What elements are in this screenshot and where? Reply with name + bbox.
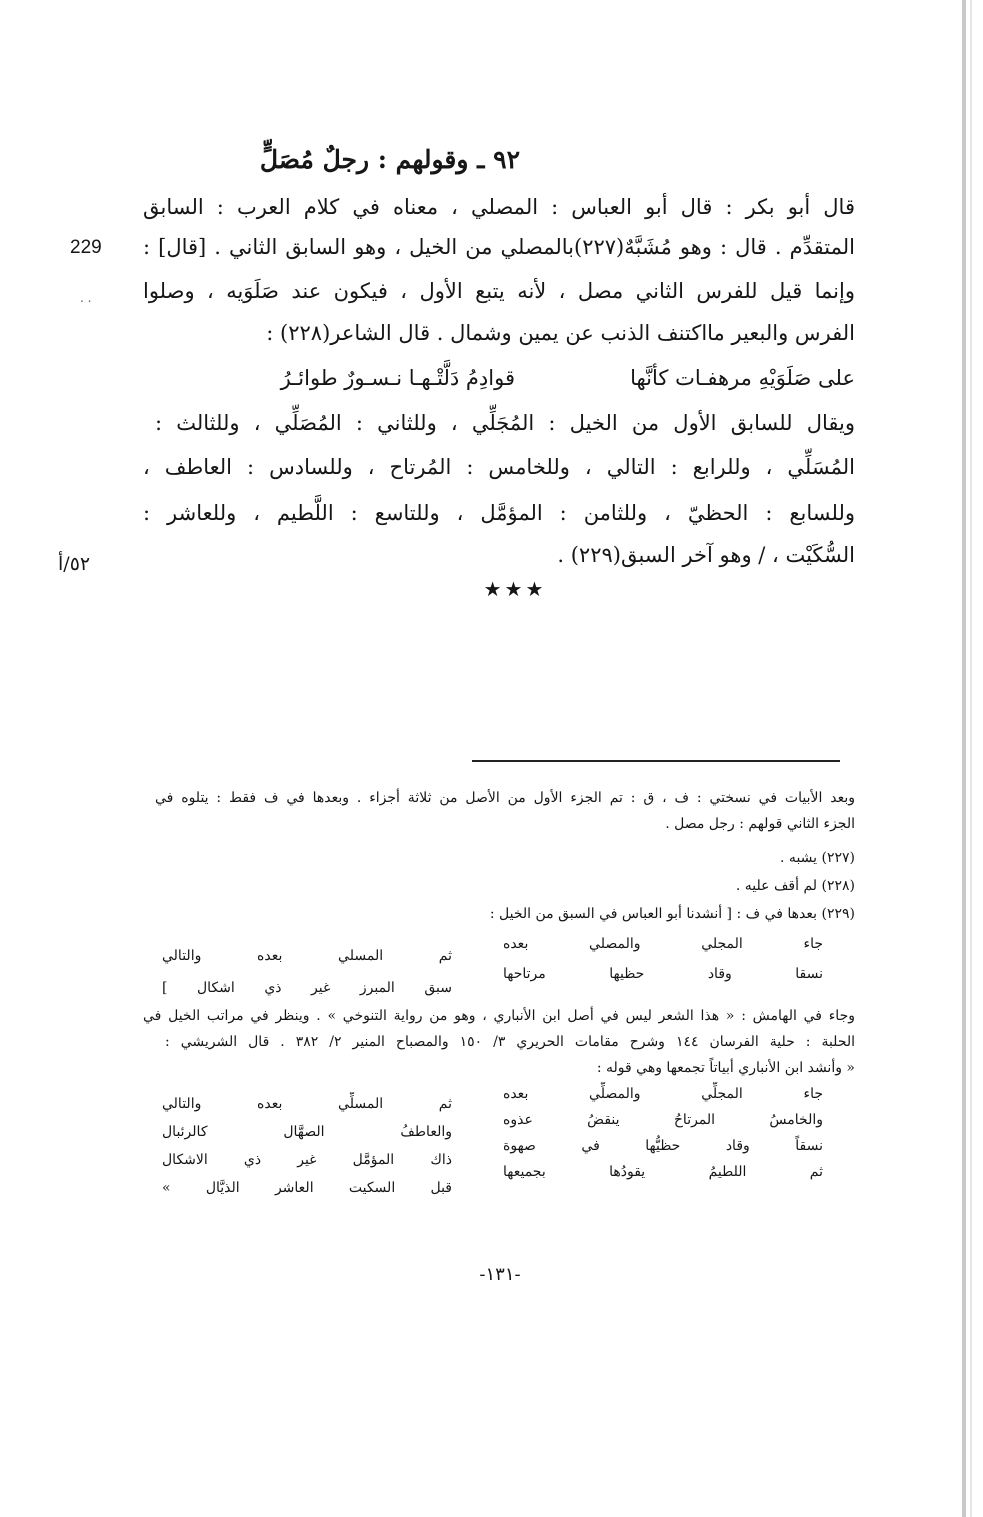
footnote-verse2-line4-right: ثم اللطيمُ يقودُها بجميعها [503,1164,823,1180]
footnote-verse2-line1-left: ثم المسلِّي بعده والتالي [162,1096,452,1112]
footnote-228: (٢٢٨) لم أقف عليه . [735,878,855,894]
footnote-verse2-line2-left: والعاطفُ الصهَّال كالرئبال [162,1124,452,1140]
body-line-3: وإنما قيل للفرس الثاني مصل ، لأنه يتبع الأول ، فيكون عند صَلَوَيه ، وصلوا [143,279,855,303]
verse-first-hemistich: على صَلَوَيْهِ مرهفـات كأنَّها [630,366,855,390]
section-title: ٩٢ ـ وقولهم : رجلٌ مُصَلٍّ [259,145,520,174]
body-line-2: المتقدِّم . قال : وهو مُشَبَّهٌ(٢٢٧)بالمصلي من الخيل ، وهو السابق الثاني . [قال] : [143,235,855,259]
footnote-verse2-line3-right: نسقاً وقاد حظيُّها في صهوة [503,1138,823,1154]
body-line-6: المُسَلِّي ، وللرابع : التالي ، وللخامس : المُرتاح ، وللسادس : العاطف ، [143,455,855,479]
body-line-5: ويقال للسابق الأول من الخيل : المُجَلِّي ، وللثاني : المُصَلِّي ، وللثالث : [155,411,855,435]
footnote-verse2-line1-right: جاء المجلِّي والمصلِّي بعده [503,1086,823,1102]
scan-edge-highlight [970,0,972,1517]
footnote-margin-note-2: الحلبة : حلية الفرسان ١٤٤ وشرح مقامات الحريري ٣/ ١٥٠ والمصباح المنير ٢/ ٣٨٢ . قال الشريشي : [165,1034,855,1050]
footnote-verse2-line3-left: ذاك المؤمَّل غير ذي الاشكال [162,1152,452,1168]
page-number: -١٣١- [479,1264,521,1285]
footnote-verse1-line1-left: ثم المسلي بعده والتالي [162,948,452,964]
verse-second-hemistich: قوادِمُ دَلَّتْـهـا نـسـورٌ طوائـرُ [280,366,515,390]
footnote-verse2-line4-left: قبل السكيت العاشر الذيَّال » [162,1180,452,1196]
footnote-verse1-line2-left: سبق المبرز غير ذي اشكال ] [162,980,452,996]
footnote-227: (٢٢٧) يشبه . [780,850,855,866]
margin-dots: . . [80,291,92,305]
body-line-4: الفرس والبعير مااكتنف الذنب عن يمين وشمال . قال الشاعر(٢٢٨) : [266,321,855,345]
footnote-line-2: الجزء الثاني قولهم : رجل مصل . [665,816,855,832]
footnote-line-1: وبعد الأبيات في نسختي : ف ، ق : تم الجزء الأول من الأصل من ثلاثة أجزاء . وبعدها في ف فقط : يتلوه في [155,790,855,806]
body-line-1: قال أبو بكر : قال أبو العباس : المصلي ، معناه في كلام العرب : السابق [143,195,855,219]
footnote-rule [472,760,840,762]
scan-edge-shadow [962,0,966,1517]
footnote-margin-note-3: « وأنشد ابن الأنباري أبياتاً تجمعها وهي قوله : [596,1060,855,1076]
footnote-verse1-line1-right: جاء المجلي والمصلي بعده [503,936,823,952]
footnote-verse1-line2-right: نسقا وقاد حظيها مرتاحها [503,966,823,982]
margin-page-reference: 229 [70,237,102,258]
body-line-7: وللسابع : الحظيّ ، وللثامن : المؤمَّل ، وللتاسع : اللَّطيم ، وللعاشر : [143,501,855,525]
body-line-8: السُّكَيْت ، / وهو آخر السبق(٢٢٩) . [557,543,855,567]
margin-folio-reference: ٥٢/أ [58,553,91,575]
section-separator-stars: ★★★ [483,577,547,601]
footnote-229: (٢٢٩) بعدها في ف : [ أنشدنا أبو العباس في السبق من الخيل : [489,906,855,922]
footnote-margin-note-1: وجاء في الهامش : « هذا الشعر ليس في أصل ابن الأنباري ، وهو من رواية التنوخي » . وينظر في مراتب الخيل في [143,1008,855,1024]
footnote-verse2-line2-right: والخامسُ المرتاحُ ينقضُ عذوه [503,1112,823,1128]
